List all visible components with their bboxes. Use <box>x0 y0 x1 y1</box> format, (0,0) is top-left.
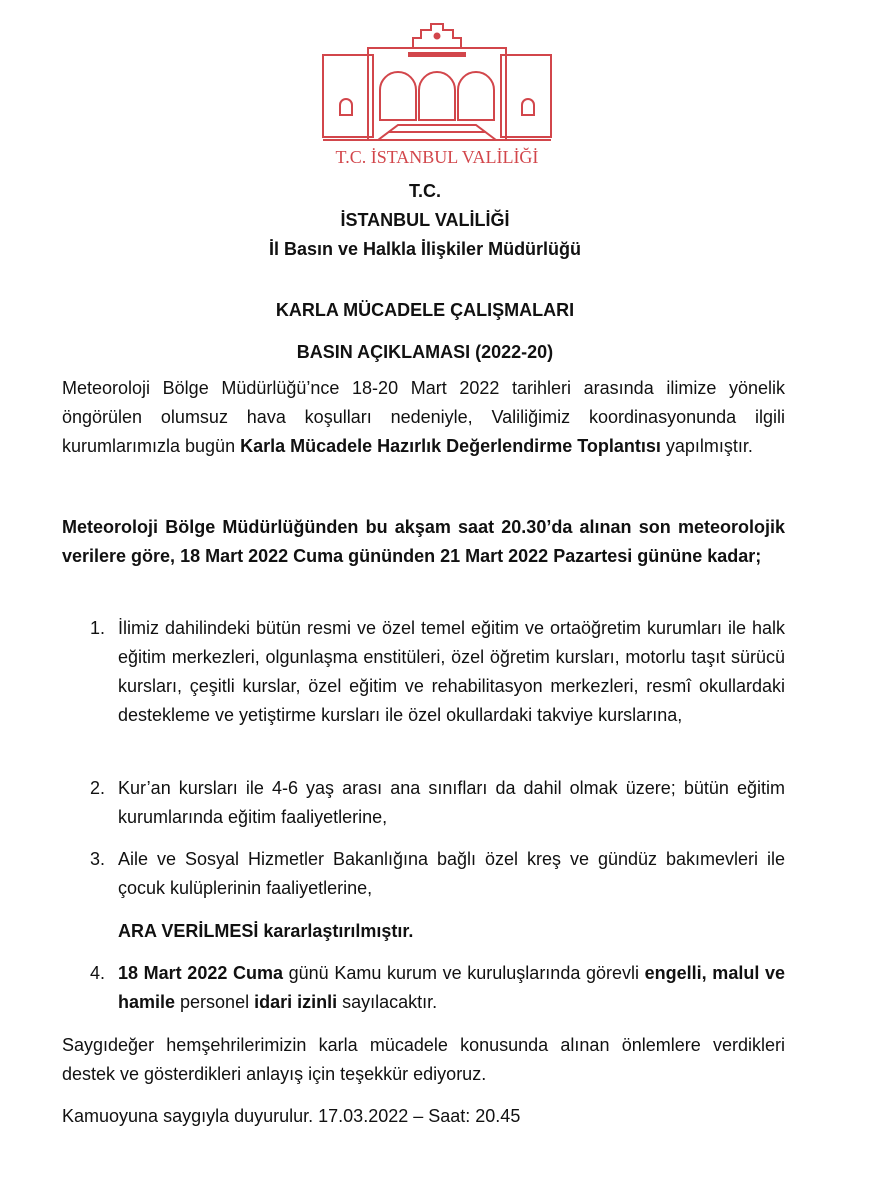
text-run: Kur’an kursları ile 4-6 yaş arası ana sınıfları da dahil olmak üzere; bütün eğitim kurumlarında eğitim faaliyetlerine, <box>118 778 785 827</box>
list-number: 2. <box>90 778 106 798</box>
list-item <box>90 959 785 1017</box>
bold-text: idari izinli <box>254 992 338 1012</box>
bold-text: Karla Mücadele Hazırlık Değerlendirme Toplantısı <box>240 436 661 456</box>
list-item <box>90 614 785 730</box>
list-item <box>90 774 785 832</box>
list-number: 1. <box>90 618 106 638</box>
closing-paragraph <box>62 1031 785 1089</box>
text-run: Meteoroloji Bölge Müdürlüğü’nce 18-20 Mart 2022 tarihleri arasında ilimize yönelik öngörülen olumsuz hava koşulları nedeniyle, Valiliğimiz koordinasyonunda ilgili kurumlarımızla bugün <box>62 378 785 456</box>
list-text <box>118 845 785 903</box>
decision-line <box>90 917 785 946</box>
paragraph <box>62 513 785 571</box>
bold-text: Meteoroloji Bölge Müdürlüğünden bu akşam saat 20.30’da alınan son meteorolojik verilere göre, 18 Mart 2022 Cuma gününden 21 Mart 2022 Pazartesi gününe kadar; <box>62 517 785 566</box>
list-number: 4. <box>90 963 106 983</box>
header-department: İl Basın ve Halkla İlişkiler Müdürlüğü <box>268 239 582 259</box>
istanbul-valiligi-logo <box>318 20 556 170</box>
bold-text: ARA VERİLMESİ <box>118 921 259 941</box>
text-run: personel <box>175 992 255 1012</box>
text-run: Saygıdeğer hemşehrilerimizin karla mücadele konusunda alınan önlemlere verdikleri destek ve gösterdikleri anlayış için teşekkür ediyoruz. <box>62 1035 785 1084</box>
header-istanbul-valiligi: İSTANBUL VALİLİĞİ <box>340 210 510 230</box>
logo-text: T.C. İSTANBUL VALİLİĞİ <box>335 147 539 167</box>
document-title: KARLA MÜCADELE ÇALIŞMALARI <box>275 300 575 320</box>
text-run: yapılmıştır. <box>660 436 753 456</box>
list-number: 3. <box>90 849 106 869</box>
list-text <box>118 774 785 832</box>
list-text <box>118 614 785 730</box>
bold-text: kararlaştırılmıştır. <box>258 921 414 941</box>
text-run: Kamuoyuna saygıyla duyurulur. 17.03.2022 – Saat: 20.45 <box>62 1106 521 1126</box>
header-tc: T.C. <box>408 181 441 201</box>
bold-text: 18 Mart 2022 Cuma <box>118 963 283 983</box>
list-text <box>118 959 785 1017</box>
text-run: Aile ve Sosyal Hizmetler Bakanlığına bağlı özel kreş ve gündüz bakımevleri ile çocuk kulüplerinin faaliyetlerine, <box>118 849 785 898</box>
list-item <box>90 845 785 903</box>
text-run: İlimiz dahilindeki bütün resmi ve özel temel eğitim ve ortaöğretim kurumları ile halk eğitim merkezleri, olgunlaşma enstitüleri, özel öğretim kursları, motorlu taşıt sürücü kursları, çeşitli kurslar, özel eğitim ve rehabilitasyon merkezleri, resmî okullardaki destekleme ve yetiştirme kursları ile özel okullardaki takviye kurslarına, <box>118 618 785 725</box>
bold-text: engelli, malul ve hamile <box>118 963 785 1012</box>
document-subtitle: BASIN AÇIKLAMASI (2022-20) <box>296 342 554 362</box>
paragraph <box>62 374 785 461</box>
list-text <box>118 917 785 946</box>
text-run: günü Kamu kurum ve kuruluşlarında görevli <box>283 963 645 983</box>
announcement-date <box>62 1102 785 1131</box>
text-run: sayılacaktır. <box>337 992 438 1012</box>
